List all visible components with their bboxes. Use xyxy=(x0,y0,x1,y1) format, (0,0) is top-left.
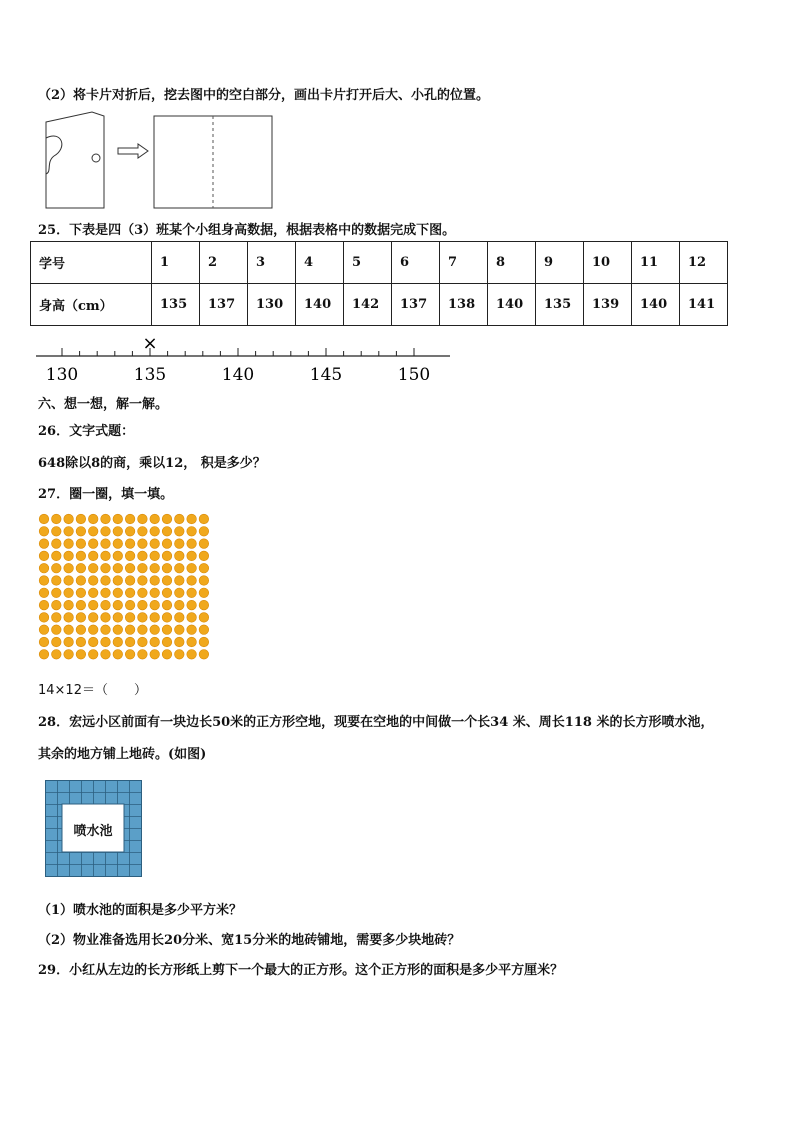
grid-dot xyxy=(76,514,86,524)
q27-text: 27．圈一圈，填一填。 xyxy=(38,487,174,502)
grid-dot xyxy=(76,625,86,635)
table-cell: 142 xyxy=(344,284,392,326)
pool-label: 喷水池 xyxy=(73,824,113,839)
grid-dot xyxy=(199,600,209,610)
grid-dot xyxy=(187,613,197,623)
grid-dot xyxy=(76,551,86,561)
grid-dot xyxy=(150,637,160,647)
table-cell: 10 xyxy=(584,242,632,284)
grid-dot xyxy=(64,551,74,561)
grid-dot xyxy=(101,514,111,524)
section-6-heading: 六、想一想，解一解。 xyxy=(38,397,169,412)
grid-dot xyxy=(101,527,111,537)
grid-dot xyxy=(64,650,74,660)
table-cell: 12 xyxy=(680,242,728,284)
grid-dot xyxy=(175,613,185,623)
grid-dot xyxy=(76,588,86,598)
grid-dot xyxy=(39,637,49,647)
table-cell: 139 xyxy=(584,284,632,326)
grid-dot xyxy=(39,625,49,635)
grid-dot xyxy=(64,588,74,598)
grid-dot xyxy=(162,576,172,586)
grid-dot xyxy=(39,551,49,561)
grid-dot xyxy=(125,576,135,586)
grid-dot xyxy=(138,600,148,610)
grid-dot xyxy=(113,576,123,586)
grid-dot xyxy=(64,514,74,524)
grid-dot xyxy=(125,625,135,635)
grid-dot xyxy=(162,625,172,635)
dot-grid xyxy=(38,513,216,663)
grid-dot xyxy=(162,600,172,610)
folded-card-outline xyxy=(46,112,104,208)
grid-dot xyxy=(64,576,74,586)
grid-dot xyxy=(187,576,197,586)
grid-dot xyxy=(52,576,62,586)
table-cell: 140 xyxy=(488,284,536,326)
grid-dot xyxy=(76,527,86,537)
grid-dot xyxy=(39,539,49,549)
grid-dot xyxy=(175,650,185,660)
grid-dot xyxy=(162,588,172,598)
grid-dot xyxy=(39,527,49,537)
table-cell: 140 xyxy=(632,284,680,326)
grid-dot xyxy=(199,576,209,586)
grid-dot xyxy=(125,650,135,660)
grid-dot xyxy=(125,600,135,610)
grid-dot xyxy=(199,527,209,537)
grid-dot xyxy=(52,563,62,573)
number-line-label: 140 xyxy=(221,365,255,385)
height-data-table xyxy=(30,241,728,326)
grid-dot xyxy=(88,539,98,549)
grid-dot xyxy=(150,600,160,610)
table-row-ids xyxy=(31,242,728,284)
grid-dot xyxy=(162,637,172,647)
grid-dot xyxy=(162,539,172,549)
grid-dot xyxy=(187,588,197,598)
grid-dot xyxy=(39,563,49,573)
grid-dot xyxy=(88,588,98,598)
grid-dot xyxy=(175,600,185,610)
grid-dot xyxy=(150,527,160,537)
table-cell: 137 xyxy=(200,284,248,326)
arrow-right-icon xyxy=(118,144,148,158)
grid-dot xyxy=(76,637,86,647)
grid-dot xyxy=(175,637,185,647)
q26-text: 26．文字式题： xyxy=(38,424,135,439)
grid-dot xyxy=(88,527,98,537)
grid-dot xyxy=(175,551,185,561)
grid-dot xyxy=(187,539,197,549)
grid-dot xyxy=(101,576,111,586)
table-header-height: 身高（cm） xyxy=(31,284,152,326)
grid-dot xyxy=(64,600,74,610)
grid-dot xyxy=(199,637,209,647)
table-cell: 141 xyxy=(680,284,728,326)
table-cell: 5 xyxy=(344,242,392,284)
grid-dot xyxy=(150,576,160,586)
grid-dot xyxy=(101,539,111,549)
grid-dot xyxy=(199,514,209,524)
grid-dot xyxy=(138,576,148,586)
grid-dot xyxy=(187,600,197,610)
number-line-label: 150 xyxy=(397,365,431,385)
grid-dot xyxy=(125,527,135,537)
table-row-heights xyxy=(31,284,728,326)
table-cell: 130 xyxy=(248,284,296,326)
folded-card-figure xyxy=(40,110,280,214)
grid-dot xyxy=(76,613,86,623)
table-cell: 8 xyxy=(488,242,536,284)
grid-dot xyxy=(175,625,185,635)
grid-dot xyxy=(52,613,62,623)
grid-dot xyxy=(138,514,148,524)
table-cell: 11 xyxy=(632,242,680,284)
table-cell: 6 xyxy=(392,242,440,284)
grid-dot xyxy=(138,539,148,549)
grid-dot xyxy=(138,588,148,598)
grid-dot xyxy=(88,551,98,561)
grid-dot xyxy=(113,527,123,537)
grid-dot xyxy=(52,588,62,598)
grid-dot xyxy=(175,527,185,537)
grid-dot xyxy=(125,563,135,573)
number-line-label: 145 xyxy=(309,365,343,385)
grid-dot xyxy=(64,613,74,623)
grid-dot xyxy=(162,650,172,660)
grid-dot xyxy=(175,576,185,586)
table-cell: 9 xyxy=(536,242,584,284)
table-cell: 137 xyxy=(392,284,440,326)
grid-dot xyxy=(101,563,111,573)
q28-text-line1: 28．宏远小区前面有一块边长50米的正方形空地，现要在空地的中间做一个长34 米、周长118 米的长方形喷水池， xyxy=(38,715,714,730)
grid-dot xyxy=(88,637,98,647)
grid-dot xyxy=(150,563,160,573)
grid-dot xyxy=(125,613,135,623)
grid-dot xyxy=(125,588,135,598)
grid-dot xyxy=(150,539,160,549)
card-small-hole xyxy=(92,154,100,162)
grid-dot xyxy=(88,650,98,660)
grid-dot xyxy=(64,625,74,635)
q28-sub2: （2）物业准备选用长20分米、宽15分米的地砖铺地，需要多少块地砖？ xyxy=(38,933,461,948)
grid-dot xyxy=(187,650,197,660)
grid-dot xyxy=(101,650,111,660)
grid-dot xyxy=(76,563,86,573)
grid-dot xyxy=(52,637,62,647)
grid-dot xyxy=(52,514,62,524)
grid-dot xyxy=(175,514,185,524)
grid-dot xyxy=(52,539,62,549)
grid-dot xyxy=(113,613,123,623)
q27-equation: 14×12＝（ ） xyxy=(38,683,147,698)
grid-dot xyxy=(88,625,98,635)
table-cell: 138 xyxy=(440,284,488,326)
height-number-line xyxy=(36,332,456,384)
grid-dot xyxy=(138,563,148,573)
grid-dot xyxy=(150,625,160,635)
grid-dot xyxy=(101,588,111,598)
grid-dot xyxy=(199,588,209,598)
table-cell: 4 xyxy=(296,242,344,284)
grid-dot xyxy=(187,527,197,537)
grid-dot xyxy=(125,539,135,549)
grid-dot xyxy=(113,637,123,647)
grid-dot xyxy=(76,576,86,586)
grid-dot xyxy=(162,563,172,573)
grid-dot xyxy=(39,613,49,623)
grid-dot xyxy=(125,551,135,561)
grid-dot xyxy=(76,650,86,660)
grid-dot xyxy=(52,551,62,561)
grid-dot xyxy=(150,650,160,660)
grid-dot xyxy=(150,514,160,524)
grid-dot xyxy=(113,600,123,610)
grid-dot xyxy=(52,600,62,610)
grid-dot xyxy=(39,588,49,598)
grid-dot xyxy=(88,613,98,623)
grid-dot xyxy=(138,613,148,623)
table-cell: 3 xyxy=(248,242,296,284)
grid-dot xyxy=(199,563,209,573)
q24-part2-text: （2）将卡片对折后，挖去图中的空白部分，画出卡片打开后大、小孔的位置。 xyxy=(38,88,490,103)
table-cell: 135 xyxy=(536,284,584,326)
grid-dot xyxy=(113,588,123,598)
grid-dot xyxy=(199,539,209,549)
grid-dot xyxy=(138,650,148,660)
grid-dot xyxy=(199,650,209,660)
number-line-mark: × xyxy=(142,333,158,354)
grid-dot xyxy=(138,637,148,647)
grid-dot xyxy=(162,551,172,561)
grid-dot xyxy=(52,625,62,635)
grid-dot xyxy=(88,563,98,573)
grid-dot xyxy=(187,514,197,524)
grid-dot xyxy=(64,539,74,549)
grid-dot xyxy=(101,625,111,635)
grid-dot xyxy=(187,625,197,635)
grid-dot xyxy=(138,551,148,561)
q26-problem: 648除以8的商，乘以12， 积是多少？ xyxy=(38,456,266,471)
q29-text: 29．小红从左边的长方形纸上剪下一个最大的正方形。这个正方形的面积是多少平方厘米？ xyxy=(38,963,564,978)
card-cut-hole xyxy=(46,136,62,174)
grid-dot xyxy=(76,600,86,610)
grid-dot xyxy=(52,650,62,660)
grid-dot xyxy=(138,625,148,635)
grid-dot xyxy=(125,514,135,524)
grid-dot xyxy=(113,650,123,660)
grid-dot xyxy=(162,527,172,537)
grid-dot xyxy=(101,551,111,561)
grid-dot xyxy=(162,613,172,623)
grid-dot xyxy=(39,650,49,660)
grid-dot xyxy=(88,514,98,524)
grid-dot xyxy=(175,588,185,598)
grid-dot xyxy=(113,514,123,524)
grid-dot xyxy=(199,613,209,623)
q25-text: 25．下表是四（3）班某个小组身高数据，根据表格中的数据完成下图。 xyxy=(38,223,456,238)
grid-dot xyxy=(52,527,62,537)
table-cell: 135 xyxy=(152,284,200,326)
grid-dot xyxy=(64,563,74,573)
grid-dot xyxy=(125,637,135,647)
grid-dot xyxy=(150,551,160,561)
grid-dot xyxy=(199,625,209,635)
grid-dot xyxy=(113,539,123,549)
grid-dot xyxy=(187,551,197,561)
grid-dot xyxy=(39,514,49,524)
grid-dot xyxy=(175,563,185,573)
number-line-label: 130 xyxy=(45,365,79,385)
grid-dot xyxy=(187,563,197,573)
grid-dot xyxy=(101,600,111,610)
grid-dot xyxy=(101,637,111,647)
grid-dot xyxy=(64,527,74,537)
grid-dot xyxy=(150,613,160,623)
grid-dot xyxy=(101,613,111,623)
grid-dot xyxy=(113,563,123,573)
grid-dot xyxy=(138,527,148,537)
table-cell: 7 xyxy=(440,242,488,284)
grid-dot xyxy=(187,637,197,647)
grid-dot xyxy=(88,600,98,610)
q28-sub1: （1）喷水池的面积是多少平方米？ xyxy=(38,903,243,918)
grid-dot xyxy=(113,551,123,561)
table-header-id: 学号 xyxy=(31,242,152,284)
grid-dot xyxy=(76,539,86,549)
table-cell: 140 xyxy=(296,284,344,326)
grid-dot xyxy=(150,588,160,598)
table-cell: 1 xyxy=(152,242,200,284)
grid-dot xyxy=(88,576,98,586)
grid-dot xyxy=(175,539,185,549)
table-cell: 2 xyxy=(200,242,248,284)
grid-dot xyxy=(162,514,172,524)
grid-dot xyxy=(64,637,74,647)
grid-dot xyxy=(39,600,49,610)
q28-text-line2: 其余的地方铺上地砖。(如图) xyxy=(38,747,207,762)
grid-dot xyxy=(39,576,49,586)
grid-dot xyxy=(113,625,123,635)
number-line-label: 135 xyxy=(133,365,167,385)
grid-dot xyxy=(199,551,209,561)
